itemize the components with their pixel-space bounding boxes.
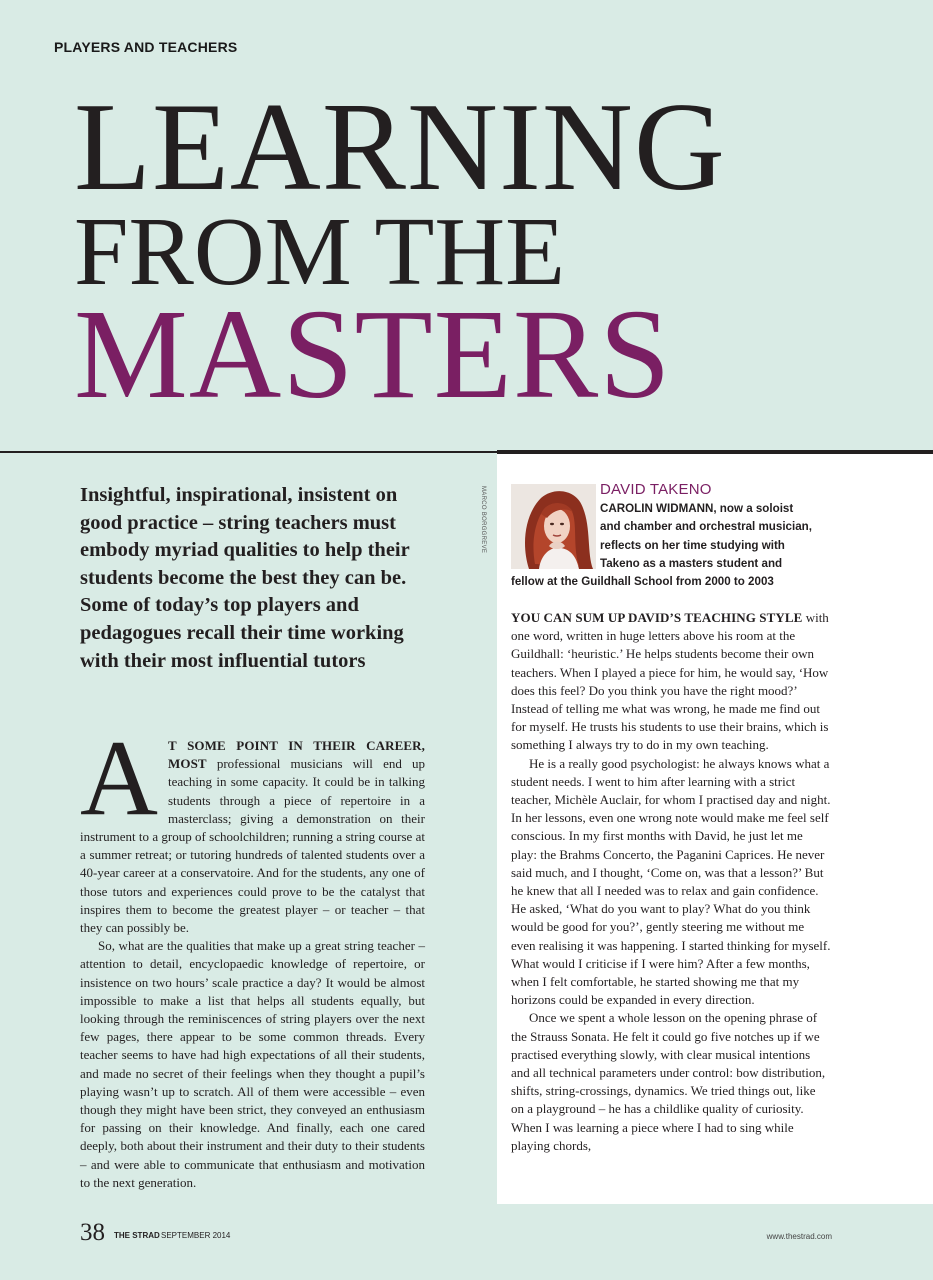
intro-paragraph-2: So, what are the qualities that make up a great string teacher – attention to detail, encyclopaedic knowledge of repertoire, or insistence on two hours’ scale practice a day? It would be almost impossible to make a list that helps all students equally, but looking through the reminiscences of string players over the next few pages, there appear to be some common threads. Every teacher seems to have had high expectations of all their students, and made no secret of their feelings when they thought a pupil’s playing wasn’t up to scratch. All of them were accessible – even though they might have been strict, they conveyed an enthusiasm for passing on their knowledge. And finally, each one cared deeply, both about their instrument and their duty to their students – and were able to communicate that enthusiasm and motivation to the next generation. <box>80 938 425 1190</box>
divider-rule-left <box>0 451 497 453</box>
drop-cap: A <box>80 719 158 838</box>
teacher-intro-line-1: CAROLIN WIDMANN, now a soloist <box>600 502 794 515</box>
profile-lead-in: YOU CAN SUM UP DAVID’S TEACHING STYLE <box>511 610 803 625</box>
issue-date: SEPTEMBER 2014 <box>161 1231 231 1240</box>
teacher-intro-line-4: Takeno as a masters student and <box>600 556 783 570</box>
profile-paragraph-2: He is a really good psychologist: he always knows what a student needs. I went to him after learning with a strict teacher, Michèle Auclair, for whom I practised day and night. In her lessons, even one wrong note would make me feel self conscious. In my first months with David, he just let me play: the Brahms Concerto, the Paganini Caprices. He never said much, and I thought, ‘Come on, was that a lesson?’ But he knew that all I needed was to relax and gain confidence. He asked, ‘What do you want to play? What do you think would be good for you?’, gently steering me without me even realising it was happening. I started thinking for myself. What would I criticise if I were him? After a few months, when I felt comfortable, he started showing me that my horizons could be expanded in every direction. <box>511 755 831 1008</box>
page-footer <box>80 1219 832 1249</box>
teacher-intro-line-3: reflects on her time studying with <box>600 538 785 552</box>
headline-line-3: MASTERS <box>74 283 672 425</box>
teacher-intro-line-5: fellow at the Guildhall School from 2000 to 2003 <box>511 575 774 589</box>
headline-line-2: FROM THE <box>74 198 566 306</box>
photo-credit-text: MARCO BORGGREVE <box>480 486 486 554</box>
intro-body <box>80 719 425 1192</box>
headline <box>74 78 726 425</box>
section-label: PLAYERS AND TEACHERS <box>54 39 238 55</box>
profile-body <box>511 609 831 1155</box>
website-link[interactable]: www.thestrad.com <box>766 1232 832 1241</box>
profile-paragraph-1 <box>511 609 831 755</box>
photo-credit <box>476 486 486 566</box>
teacher-intro-line-2: and chamber and orchestral musician, <box>600 520 812 534</box>
teacher-name: DAVID TAKENO <box>600 481 712 498</box>
magazine-name: THE STRAD <box>114 1231 160 1240</box>
teacher-intro <box>511 500 821 591</box>
profile-paragraph-1-text: with one word, written in huge letters above his room at the Guildhall: ‘heuristic.’ He helps students become their own teachers. When I played a piece for him, he would say, ‘How does this feel? Do you think you have the right mood?’ Instead of telling me what was wrong, he made me find out for myself. He trusts his students to use their brains, which is something I always try to do in my own teaching. <box>511 610 829 753</box>
standfirst: Insightful, inspirational, insistent on good practice – string teachers must embody myriad qualities to help their students become the best they can be. Some of today’s top players and pedagogues recall their time working with their most influential tutors <box>80 484 410 672</box>
profile-paragraph-3: Once we spent a whole lesson on the opening phrase of the Strauss Sonata. He felt it could go five notches up if we practised everything slowly, with clear musical intentions and all technical parameters under control: bow distribution, shifts, string-crossings, dynamics. We tried things out, like on a playground – he has a childlike quality of curiosity. When I was learning a piece where I had to sing while playing chords, <box>511 1010 826 1153</box>
headline-line-1: LEARNING <box>74 78 726 217</box>
page-number: 38 <box>80 1219 105 1246</box>
intro-lead-in: T SOME POINT IN THEIR CAREER, MOST <box>168 738 425 772</box>
intro-paragraph-1-text: professional musicians will end up teaching in some capacity. It could be in talking students through a piece of repertoire in a masterclass; giving a demonstration on their instrument to a group of schoolchildren; running a string course at a summer retreat; or tutoring hundreds of talented students over a 40-year career at a conservatoire. And for the students, any one of those tutors and experiences could prove to be the catalyst that inspires them to become the greatest player – or teacher – that they can possibly be. <box>80 756 425 936</box>
